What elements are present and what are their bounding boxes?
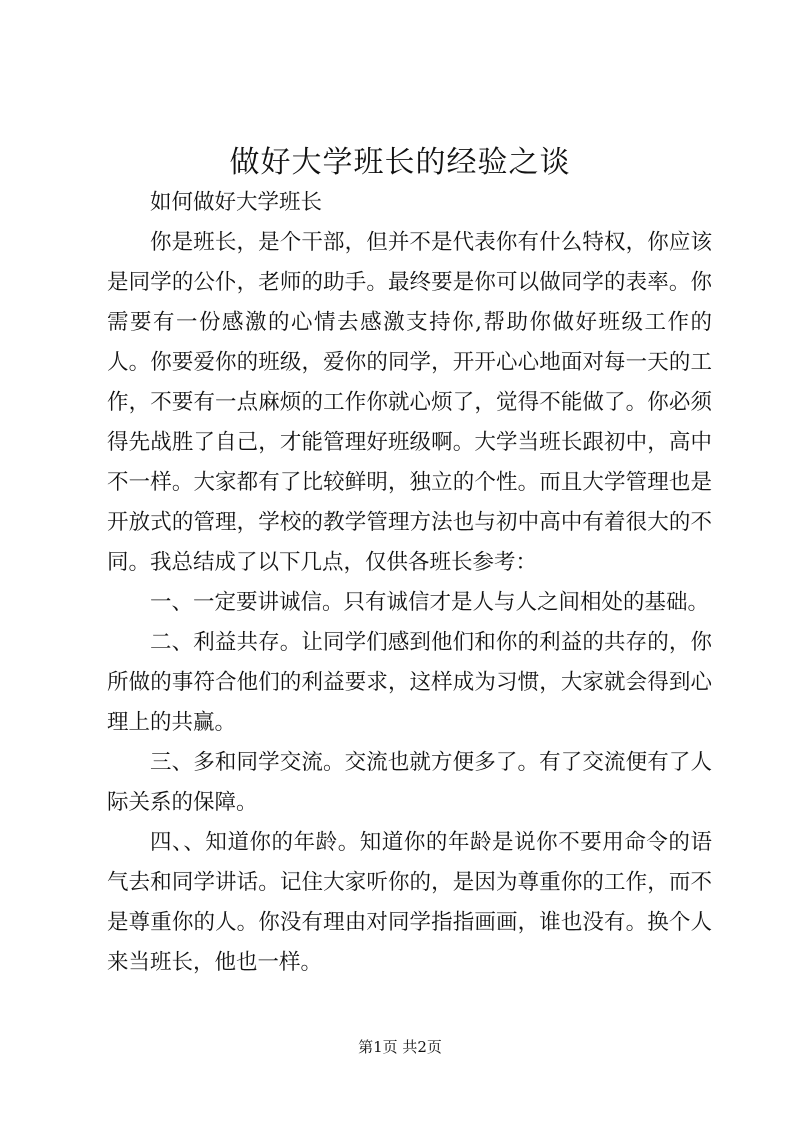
paragraph-point-4: 四、、知道你的年龄。知道你的年龄是说你不要用命令的语气去和同学讲话。记住大家听你的，是因为尊重你的工作，而不是尊重你的人。你没有理由对同学指指画画，谁也没有。换个人来当班长，他也一样。 [107,830,712,975]
paragraph-point-2: 二、利益共存。让同学们感到他们和你的利益的共存的，你所做的事符合他们的利益要求，这样成为习惯，大家就会得到心理上的共赢。 [107,630,712,735]
paragraph-point-3: 三、多和同学交流。交流也就方便多了。有了交流便有了人际关系的保障。 [107,750,712,815]
paragraph-point-1: 一、一定要讲诚信。只有诚信才是人与人之间相处的基础。 [150,590,710,615]
page-footer: 第1页 共2页 [358,1038,442,1056]
paragraph-subtitle: 如何做好大学班长 [150,190,323,215]
paragraph-intro: 你是班长，是个干部，但并不是代表你有什么特权，你应该是同学的公仆，老师的助手。最终要是你可以做同学的表率。你需要有一份感激的心情去感激支持你,帮助你做好班级工作的人。你要爱你的班级，爱你的同学，开开心心地面对每一天的工作，不要有一点麻烦的工作你就心烦了，觉得不能做了。你必须得先战胜了自己，才能管理好班级啊。大学当班长跟初中，高中不一样。大家都有了比较鲜明，独立的个性。而且大学管理也是开放式的管理，学校的教学管理方法也与初中高中有着很大的不同。我总结成了以下几点，仅供各班长参考： [107,230,712,575]
document-body [107,183,712,983]
page-title: 做好大学班长的经验之谈 [229,145,571,180]
